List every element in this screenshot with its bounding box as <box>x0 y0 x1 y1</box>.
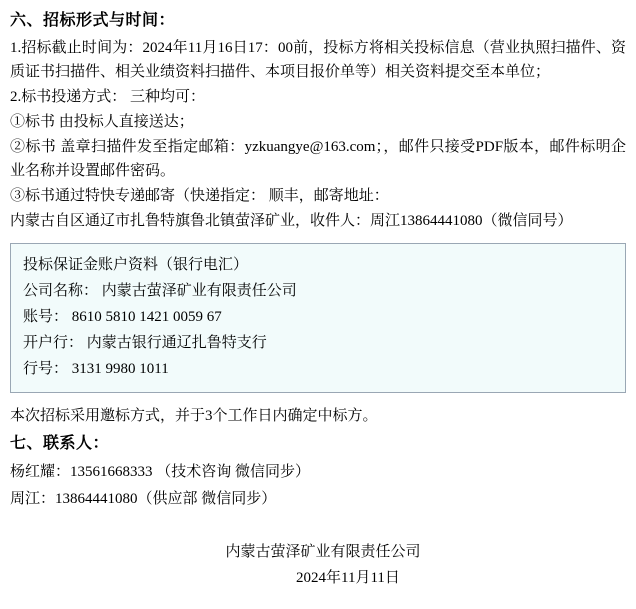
bank-row-code <box>23 356 613 382</box>
bank-row-company-label: 公司名称： <box>23 283 99 299</box>
section-6-item-2b: ②标书 盖章扫描件发至指定邮箱：yzkuangye@163.com；，邮件只接受PDF版本，邮件标明企业名称并设置邮件密码。 <box>10 139 626 179</box>
bank-row-branch-value: 内蒙古银行通辽扎鲁特支行 <box>86 335 267 351</box>
section-6-item-2c: ③标书通过特快专递邮寄（快递指定： 顺丰，邮寄地址： <box>10 188 389 204</box>
closing-note: 本次招标采用邀标方式，并于3个工作日内确定中标方。 <box>10 408 378 424</box>
section-6-item-2: 2.标书投递方式： 三种均可： <box>10 89 206 105</box>
contact-item-1: 杨红耀：13561668333 （技术咨询 微信同步） <box>10 464 311 480</box>
bank-account-box <box>10 243 626 393</box>
bank-box-title: 投标保证金账户资料（银行电汇） <box>23 257 249 273</box>
section-6-item-1: 1.招标截止时间为：2024年11月16日17：00前，投标方将相关投标信息（营业执照扫描件、资质证书扫描件、相关业绩资料扫描件、本项目报价单等）相关资料提交至本单位； <box>10 40 626 80</box>
bank-row-branch <box>23 330 613 356</box>
bank-row-branch-label: 开户行： <box>23 335 84 351</box>
section-6-item-2a: ①标书 由投标人直接送达； <box>10 114 194 130</box>
bank-row-account-value: 8610 5810 1421 0059 67 <box>71 309 222 325</box>
bank-row-code-value: 3131 9980 1011 <box>71 361 169 377</box>
section-7-heading: 七、联系人： <box>10 435 110 452</box>
bank-row-account <box>23 304 613 330</box>
bank-row-code-label: 行号： <box>23 361 69 377</box>
bank-row-company-value: 内蒙古萤泽矿业有限责任公司 <box>101 283 297 299</box>
contact-item-2: 周江：13864441080（供应部 微信同步） <box>10 491 277 507</box>
signature-date: 2024年11月11日 <box>296 570 400 586</box>
section-6-item-2c-address: 内蒙古自区通辽市扎鲁特旗鲁北镇萤泽矿业，收件人：周江13864441080（微信同号） <box>10 213 573 229</box>
section-6-heading: 六、招标形式与时间： <box>10 12 176 29</box>
bank-row-account-label: 账号： <box>23 309 69 325</box>
bank-row-company <box>23 278 613 304</box>
signature-company: 内蒙古萤泽矿业有限责任公司 <box>225 544 421 560</box>
signature-block <box>10 539 626 591</box>
